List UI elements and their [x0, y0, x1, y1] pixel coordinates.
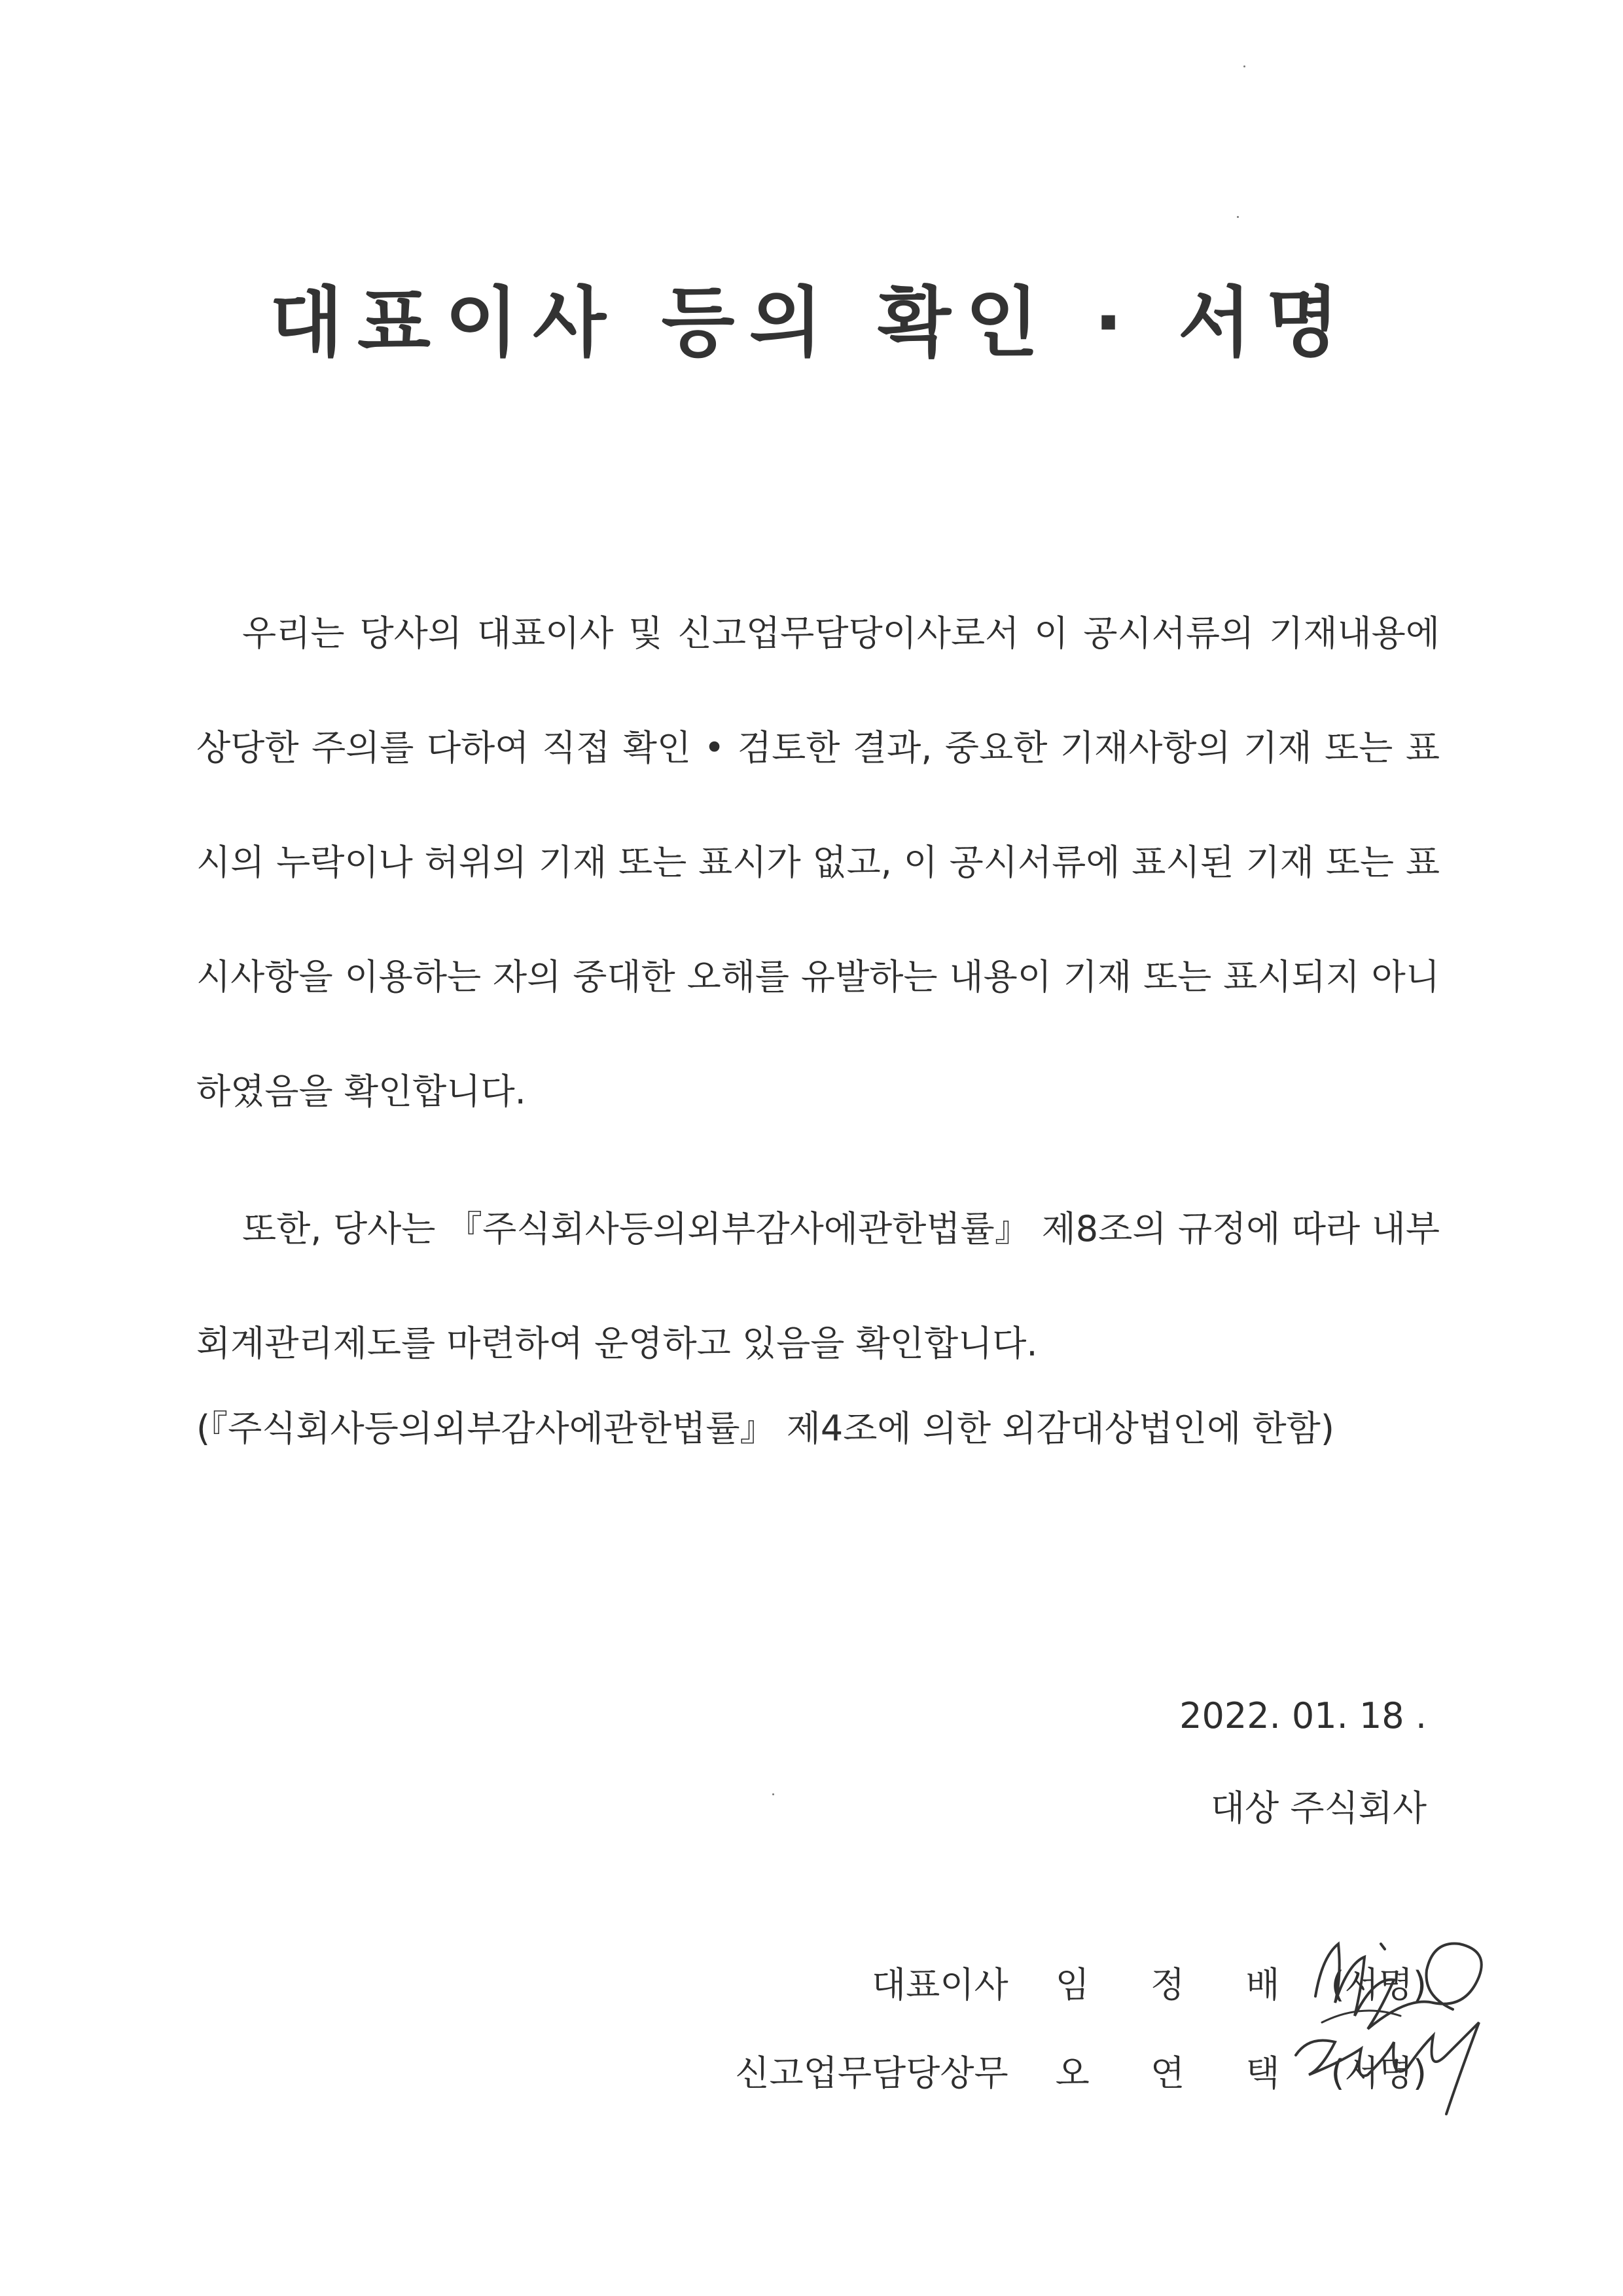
- name-char: 임: [1055, 1964, 1090, 2005]
- name-char: 배: [1245, 1964, 1280, 2005]
- confirmation-paragraph: 우리는 당사의 대표이사 및 신고업무담당이사로서 이 공시서류의 기재내용에 상당한 주의를 다하여 직접 확인 • 검토한 결과, 중요한 기재사항의 기재 또는 표시의 누락이나 허위의 기재 또는 표시가 없고, 이 공시서류에 표시된 기재 또는 표시사항을 이용하는 자의 중대한 오해를 유발하는 내용이 기재 또는 표시되지 아니하였음을 확인합니다.: [196, 613, 1440, 1112]
- scan-speck: [772, 1793, 774, 1795]
- scan-speck: [1243, 65, 1245, 67]
- signatory-role: 신고업무담당상무: [735, 2053, 1008, 2094]
- signatory-name: [1031, 1957, 1305, 2007]
- scan-speck: [1237, 216, 1239, 218]
- document-title: 대표이사 등의 확인 · 서명: [269, 279, 1354, 367]
- internal-control-paragraph: 또한, 당사는 『주식회사등의외부감사에관한법률』 제8조의 규정에 따라 내부회계관리제도를 마련하여 운영하고 있음을 확인합니다.: [196, 1208, 1440, 1364]
- applicability-note: (『주식회사등의외부감사에관한법률』 제4조에 의한 외감대상법인에 한함): [196, 1408, 1334, 1449]
- document-date: 2022. 01. 18 .: [1179, 1695, 1427, 1736]
- signature-mark-label: (서명): [1330, 1964, 1427, 2005]
- signatory-row-ceo: [872, 1957, 1427, 2007]
- signature-mark-label: (서명): [1330, 2053, 1427, 2094]
- name-char: 오: [1055, 2053, 1090, 2094]
- signatory-row-disclosure-officer: [735, 2045, 1427, 2096]
- company-name: 대상 주식회사: [1210, 1787, 1427, 1829]
- name-char: 정: [1150, 1964, 1185, 2005]
- signatory-name: [1031, 2045, 1305, 2096]
- signatory-role: 대표이사: [872, 1964, 1008, 2005]
- name-char: 연: [1150, 2053, 1185, 2094]
- name-char: 택: [1245, 2053, 1280, 2094]
